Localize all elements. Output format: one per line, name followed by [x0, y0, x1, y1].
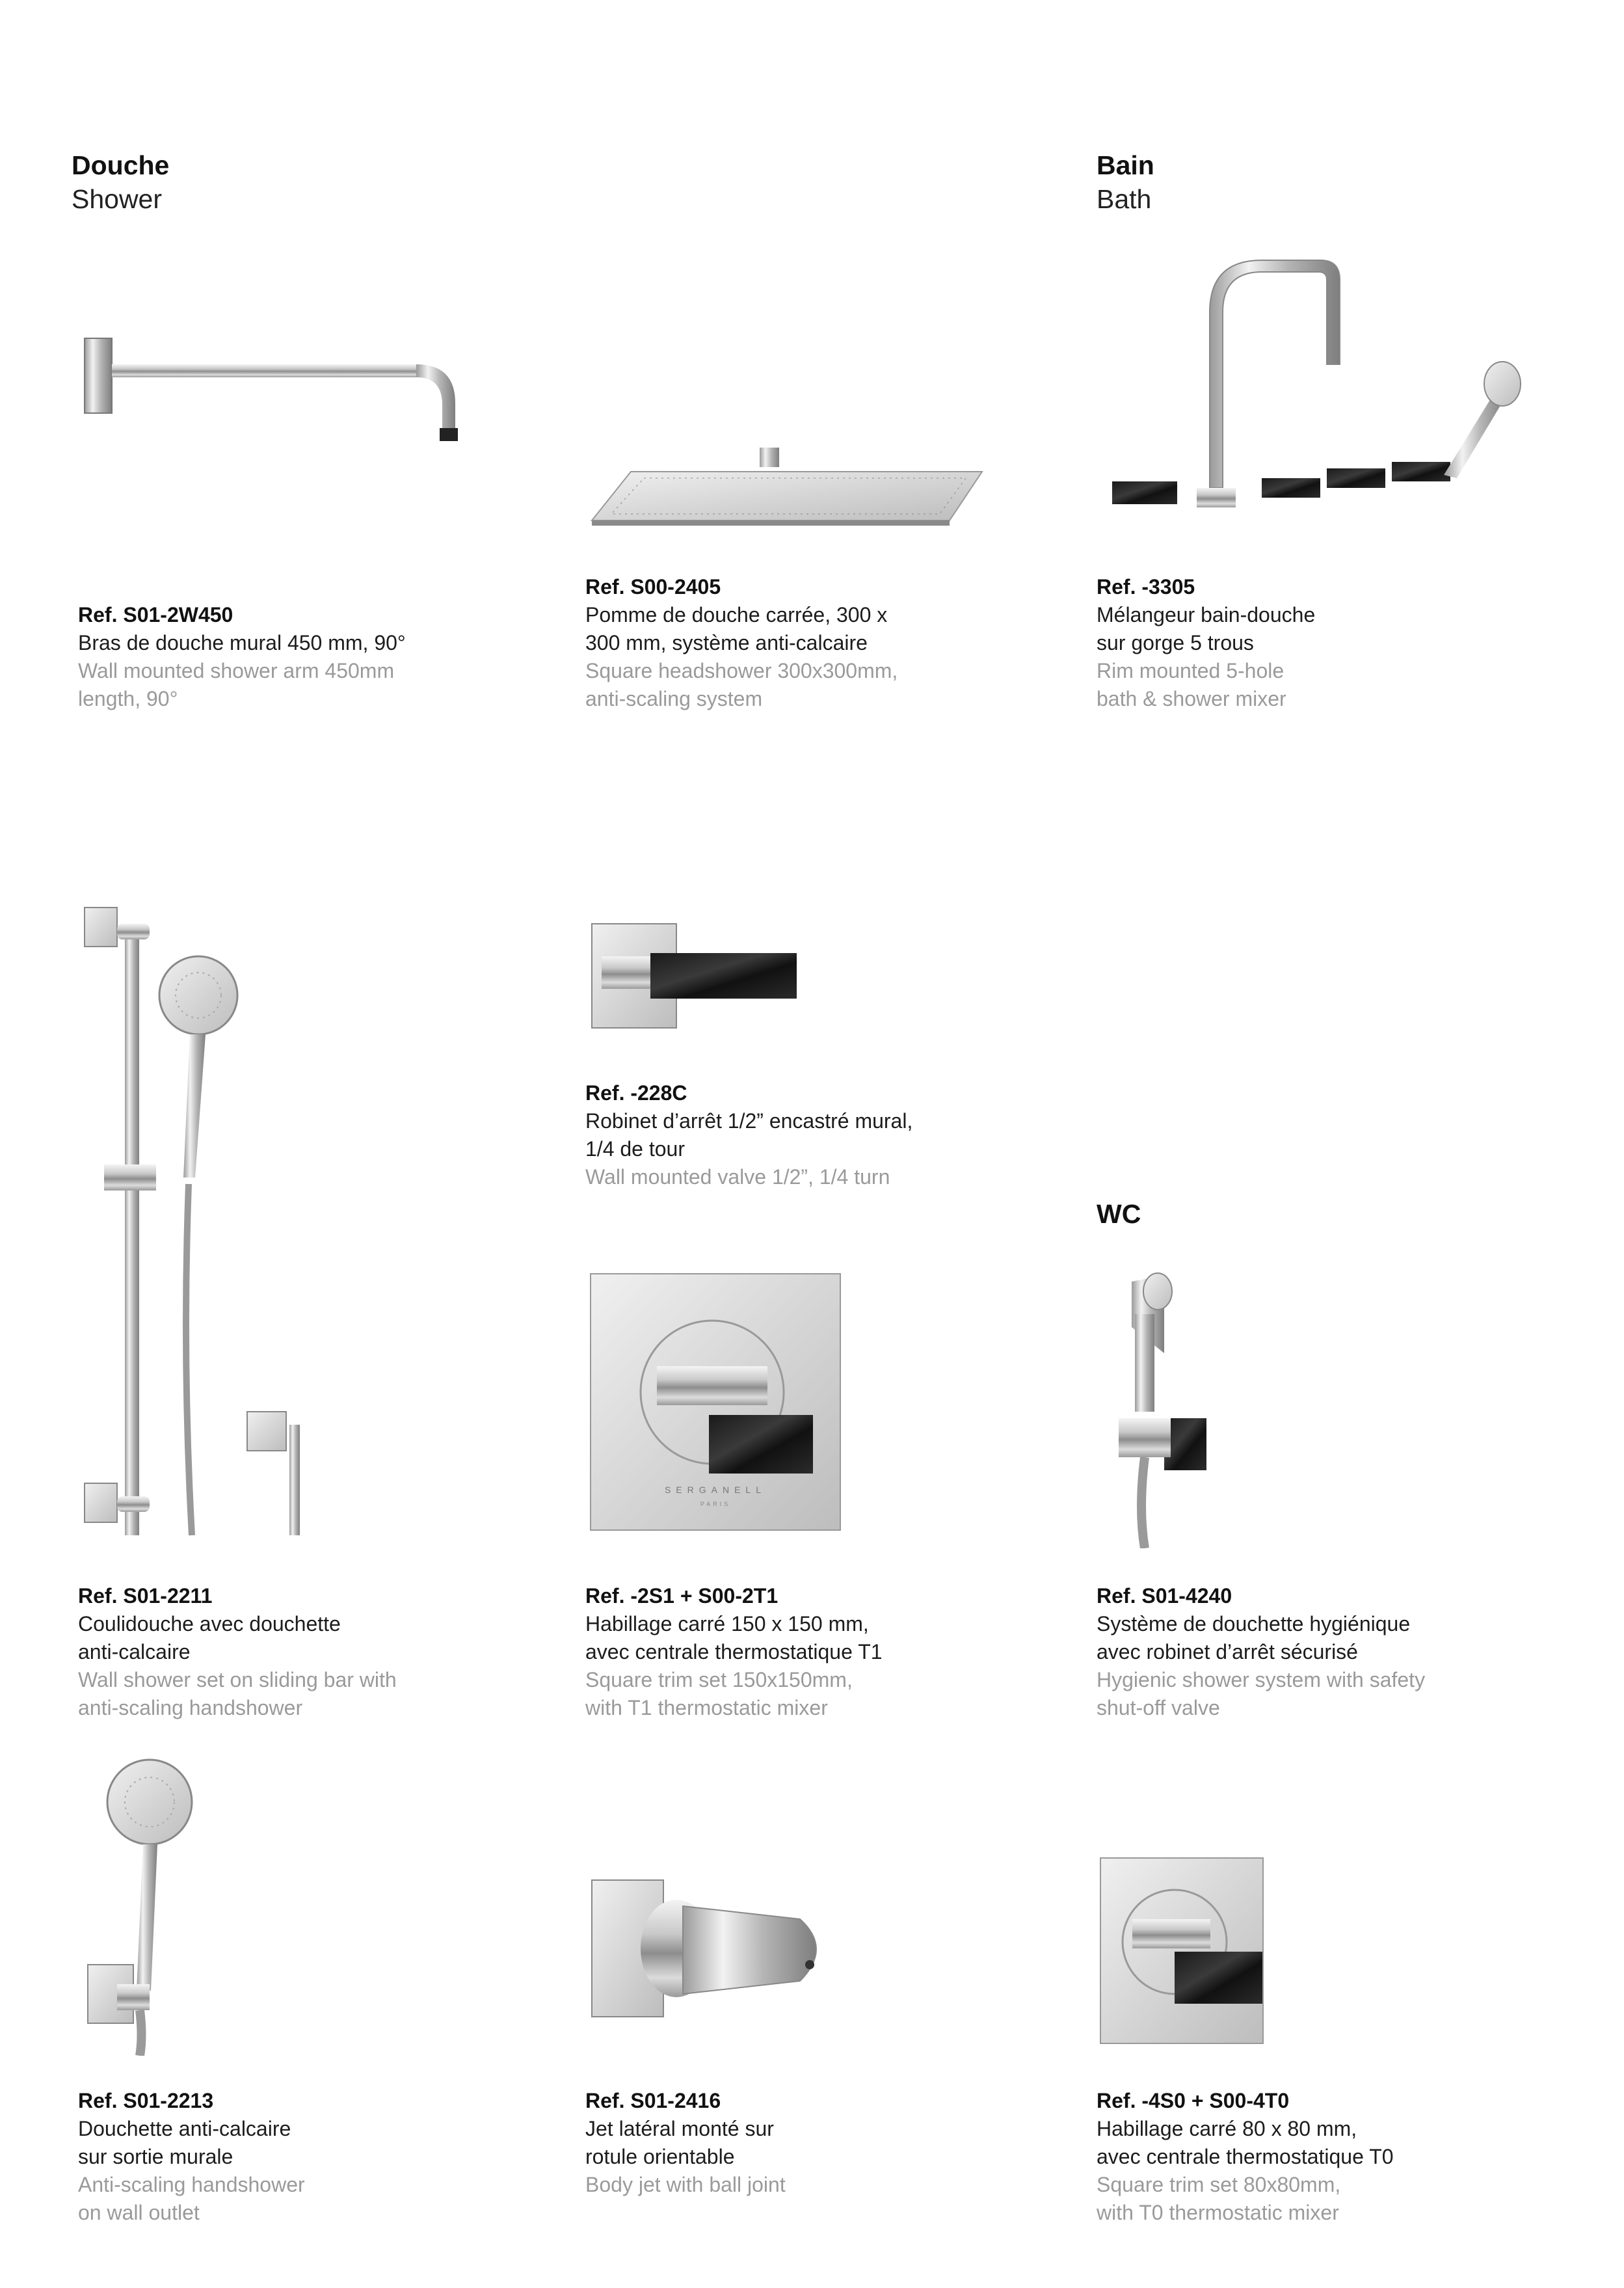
product-desc-fr: Jet latéral monté sur rotule orientable [585, 2117, 774, 2168]
product-ref: Ref. -3305 [1097, 575, 1195, 599]
brand-logo: SERGANELL [664, 1485, 767, 1495]
product-desc-fr: Douchette anti-calcaire sur sortie murale [78, 2117, 291, 2168]
thermostatic-trim-t1-image [585, 1269, 845, 1535]
product-desc-fr: Robinet d’arrêt 1/2” encastré mural, 1/4 de tour [585, 1109, 913, 1161]
product-desc-fr: Coulidouche avec douchette anti-calcaire [78, 1612, 341, 1663]
product-ref: Ref. S01-2211 [78, 1584, 213, 1608]
product-card [78, 2087, 533, 2227]
product-desc-fr: Habillage carré 80 x 80 mm, avec centrale thermostatique T0 [1097, 2117, 1394, 2168]
product-card [1097, 573, 1552, 713]
product-desc-en: Square trim set 150x150mm, with T1 thermostatic mixer [585, 1668, 853, 1719]
product-desc-en: Body jet with ball joint [585, 2173, 786, 2196]
hygienic-shower-image [1093, 1262, 1249, 1548]
bath-mixer-image [1106, 254, 1522, 527]
product-desc-fr: Pomme de douche carrée, 300 x 300 mm, système anti-calcaire [585, 603, 888, 654]
product-card [1097, 1582, 1552, 1722]
product-desc-en: Anti-scaling handshower on wall outlet [78, 2173, 305, 2224]
product-card [78, 601, 533, 713]
product-card [1097, 2087, 1552, 2227]
product-ref: Ref. S01-2213 [78, 2089, 214, 2112]
product-desc-fr: Bras de douche mural 450 mm, 90° [78, 631, 406, 654]
product-desc-en: Hygienic shower system with safety shut-off valve [1097, 1668, 1426, 1719]
product-desc-en: Wall mounted shower arm 450mm length, 90° [78, 659, 395, 710]
sliding-bar-shower-image [78, 904, 325, 1548]
handshower-wall-outlet-image [78, 1750, 208, 2056]
product-ref: Ref. S01-2416 [585, 2089, 721, 2112]
section-title-fr: Bain [1097, 150, 1154, 180]
product-card [585, 1079, 1041, 1191]
product-desc-en: Square trim set 80x80mm, with T0 thermostatic mixer [1097, 2173, 1341, 2224]
product-desc-en: Wall mounted valve 1/2”, 1/4 turn [585, 1165, 890, 1189]
section-title-en: Bath [1097, 184, 1152, 214]
product-desc-fr: Système de douchette hygiénique avec robinet d’arrêt sécurisé [1097, 1612, 1411, 1663]
section-bath-heading [1097, 148, 1154, 216]
product-desc-fr: Habillage carré 150 x 150 mm, avec centrale thermostatique T1 [585, 1612, 883, 1663]
product-desc-en: Rim mounted 5-hole bath & shower mixer [1097, 659, 1286, 710]
product-ref: Ref. S01-2W450 [78, 603, 233, 626]
product-card [78, 1582, 533, 1722]
product-card [585, 2087, 1041, 2199]
product-ref: Ref. S01-4240 [1097, 1584, 1232, 1608]
square-headshower-image [585, 442, 989, 527]
product-ref: Ref. -2S1 + S00-2T1 [585, 1584, 779, 1608]
product-ref: Ref. -228C [585, 1081, 687, 1105]
body-jet-image [585, 1874, 839, 2023]
section-title-en: Shower [72, 184, 163, 214]
product-desc-en: Wall shower set on sliding bar with anti-scaling handshower [78, 1668, 397, 1719]
product-card [585, 573, 1041, 713]
svg-text:PARIS: PARIS [700, 1501, 731, 1507]
wall-valve-image [585, 917, 806, 1034]
section-wc-heading [1097, 1197, 1141, 1231]
product-desc-fr: Mélangeur bain-douche sur gorge 5 trous [1097, 603, 1316, 654]
section-title-fr: WC [1097, 1199, 1141, 1229]
shower-arm-image [78, 332, 533, 449]
product-ref: Ref. -4S0 + S00-4T0 [1097, 2089, 1290, 2112]
section-shower-heading [72, 148, 169, 216]
section-title-fr: Douche [72, 150, 170, 180]
thermostatic-trim-t0-image [1097, 1854, 1272, 2049]
product-desc-en: Square headshower 300x300mm, anti-scaling system [585, 659, 898, 710]
product-card [585, 1582, 1041, 1722]
product-ref: Ref. S00-2405 [585, 575, 721, 599]
